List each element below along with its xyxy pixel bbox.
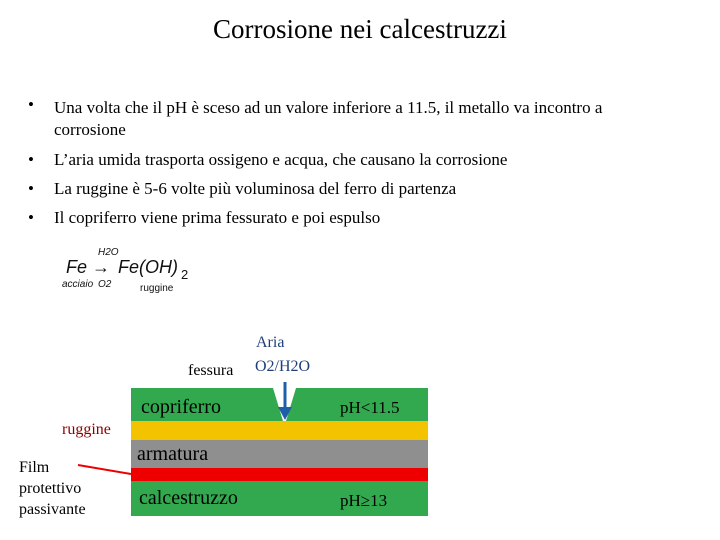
formula-above-arrow: H2O bbox=[98, 247, 119, 258]
film-pointer-line bbox=[78, 465, 131, 474]
film-line: Film bbox=[19, 459, 50, 476]
formula-reactant-label: acciaio bbox=[62, 279, 94, 290]
bullet-item: • Una volta che il pH è sceso ad un valore inferiore a 11.5, il metallo va incontro a corrosione bbox=[28, 94, 668, 145]
formula-arrow: → bbox=[92, 257, 110, 277]
aria-label: Aria bbox=[256, 334, 285, 351]
bullet-item: • Il copriferro viene prima fessurato e poi espulso bbox=[28, 203, 668, 232]
o2-h2o-label: O2/H2O bbox=[255, 358, 311, 375]
ruggine-side-label: ruggine bbox=[62, 421, 111, 438]
copriferro-label: copriferro bbox=[141, 396, 221, 418]
film-side-label bbox=[19, 457, 86, 520]
fessura-label: fessura bbox=[188, 362, 234, 379]
film-line: passivante bbox=[19, 501, 86, 518]
bullet-item: • L’aria umida trasporta ossigeno e acqua, che causano la corrosione bbox=[28, 145, 668, 174]
formula-product-label: ruggine bbox=[140, 283, 174, 294]
calcestruzzo-label: calcestruzzo bbox=[139, 487, 238, 509]
ph-bottom-label: pH≥13 bbox=[340, 491, 388, 510]
slide-title: Corrosione nei calcestruzzi bbox=[213, 14, 507, 44]
bullet-list bbox=[28, 94, 668, 232]
corrosion-formula bbox=[60, 245, 200, 295]
formula-below-arrow: O2 bbox=[98, 279, 112, 290]
bullet-item: • La ruggine è 5-6 volte più voluminosa del ferro di partenza bbox=[28, 174, 668, 203]
ph-top-label: pH<11.5 bbox=[340, 398, 400, 417]
formula-product: Fe(OH) bbox=[118, 257, 178, 277]
film-layer bbox=[131, 468, 428, 481]
formula-subscript: 2 bbox=[181, 267, 189, 282]
armatura-label: armatura bbox=[137, 443, 209, 465]
film-line: protettivo bbox=[19, 480, 82, 497]
formula-reactant: Fe bbox=[66, 257, 88, 277]
ruggine-layer bbox=[131, 421, 428, 440]
concrete-cross-section bbox=[131, 388, 428, 516]
